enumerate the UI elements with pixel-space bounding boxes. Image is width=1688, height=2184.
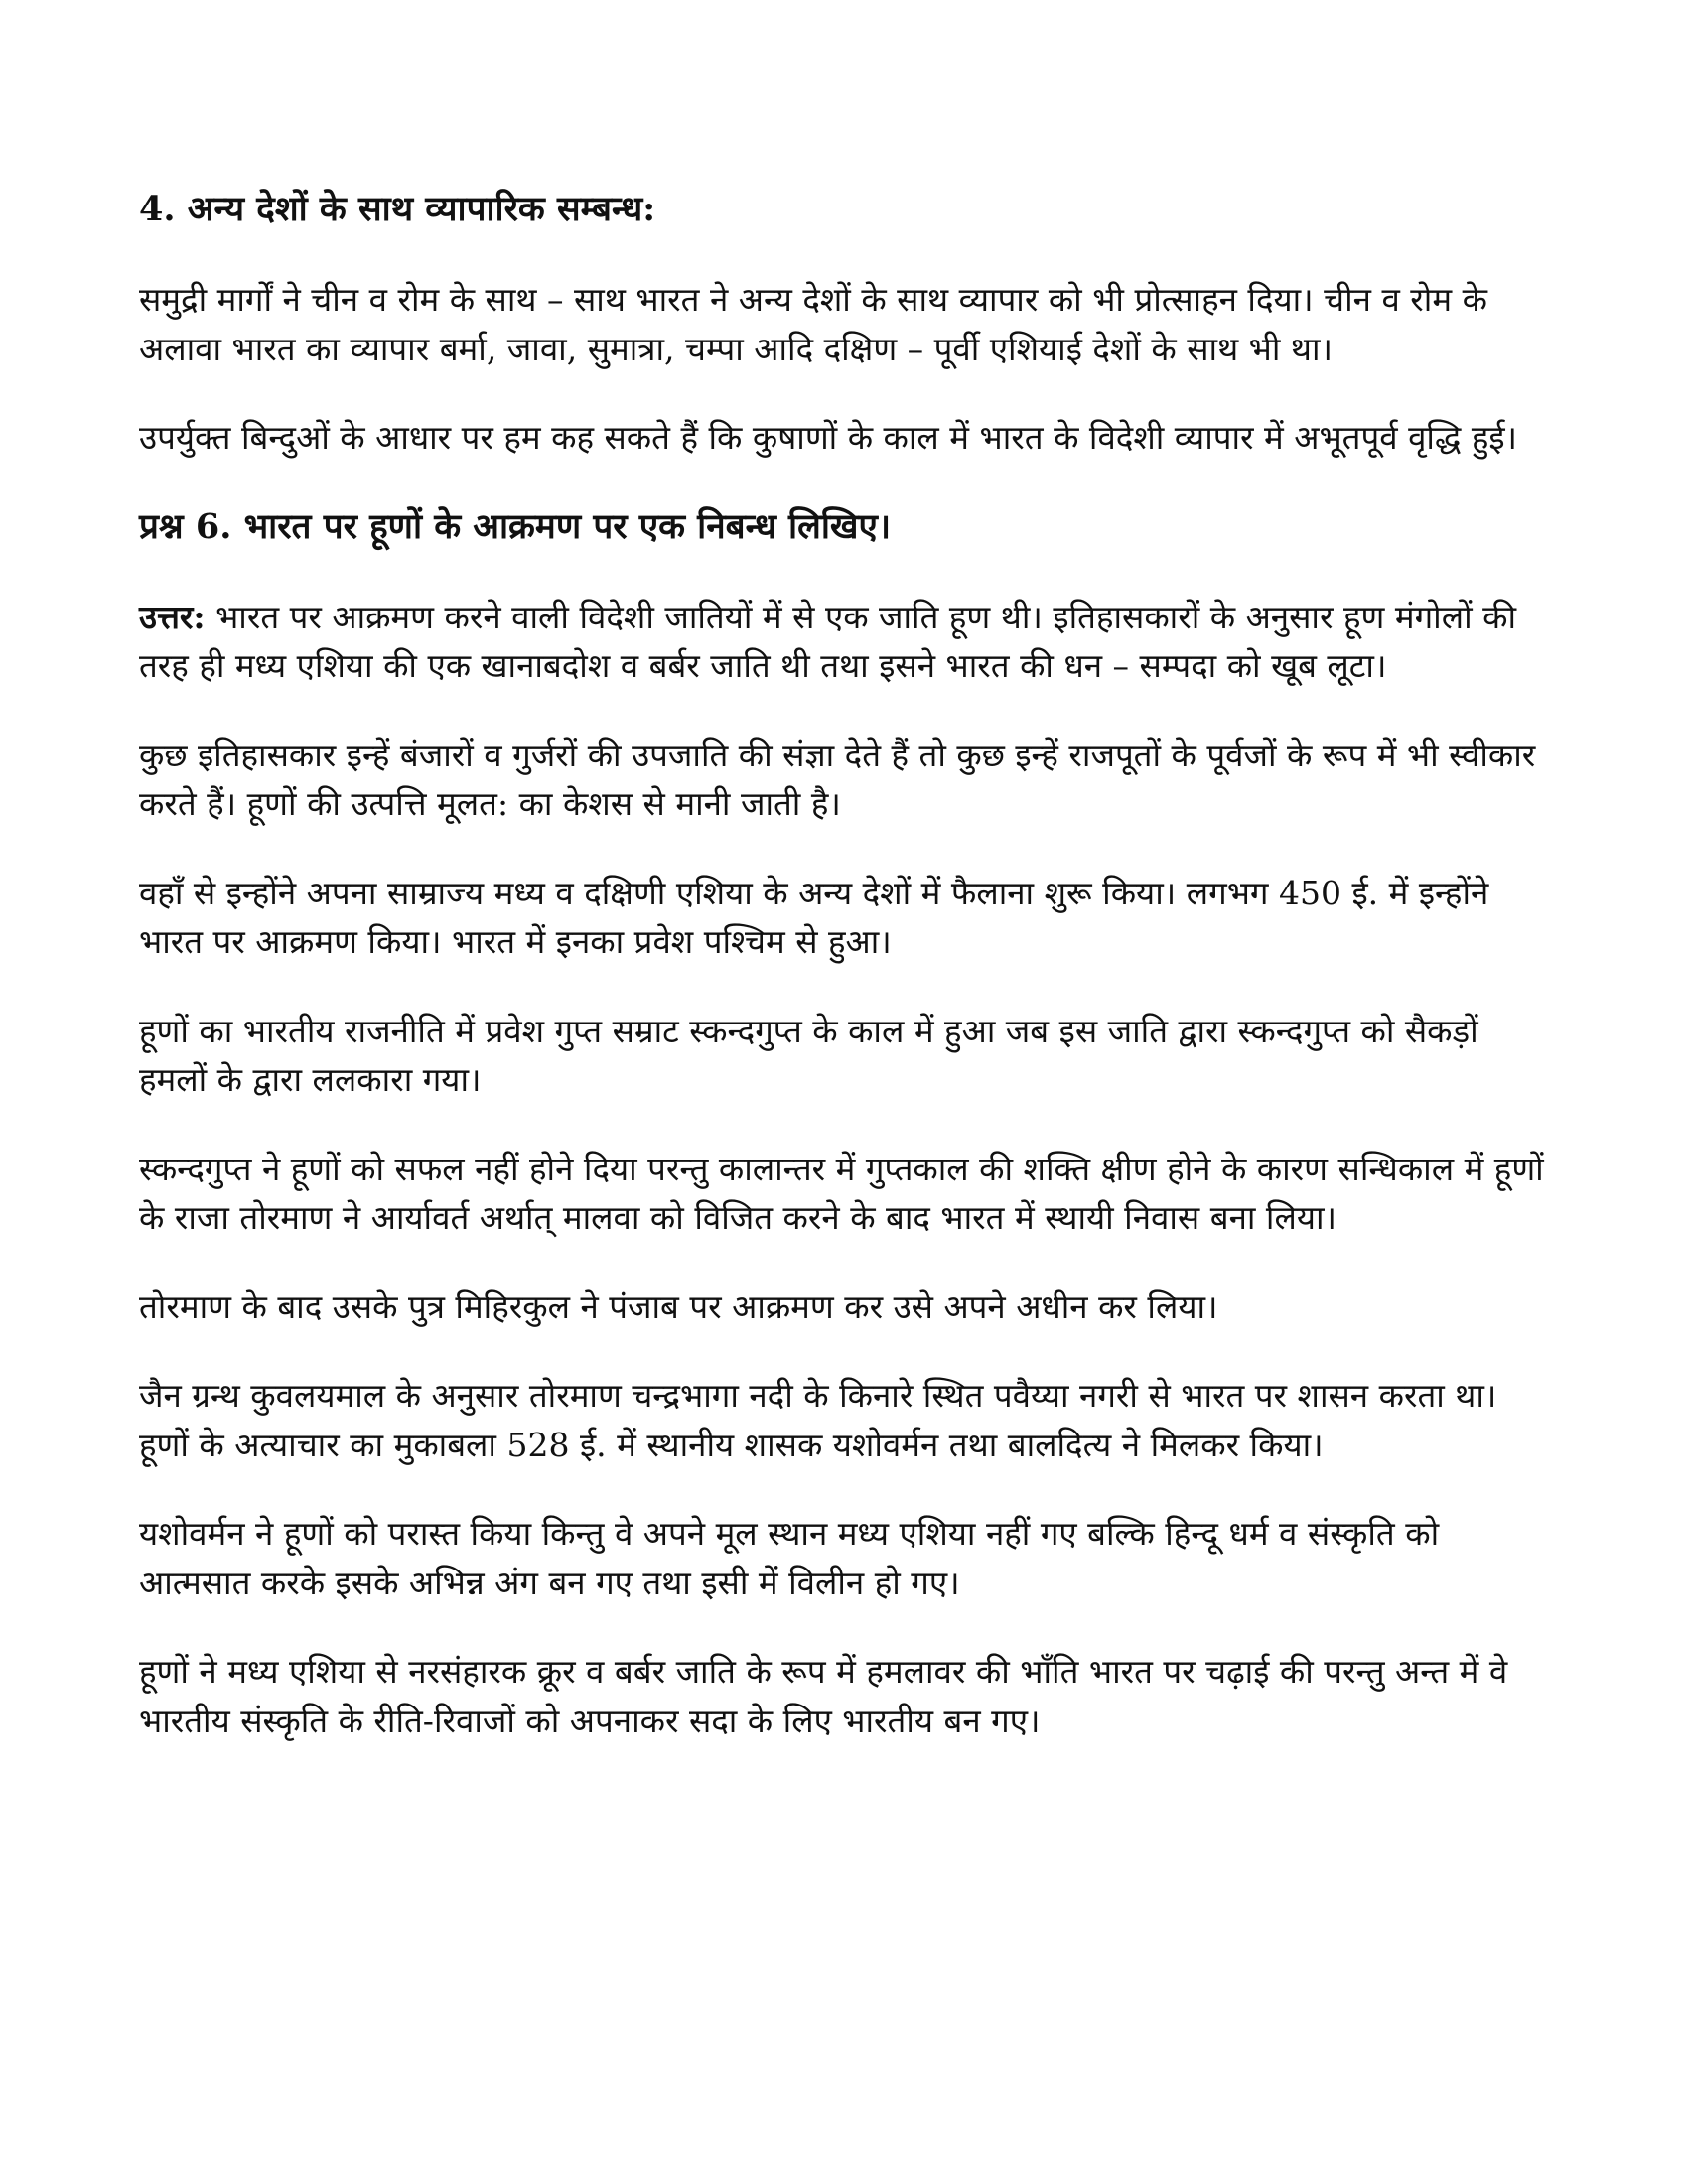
- paragraph-sea-routes: समुद्री मार्गों ने चीन व रोम के साथ – साथ भारत ने अन्य देशों के साथ व्यापार को भी प्रोत्साहन दिया। चीन व रोम के अलावा भारत का व्यापार बर्मा, जावा, सुमात्रा, चम्पा आदि दक्षिण – पूर्वी एशियाई देशों के साथ भी था।: [139, 280, 1487, 368]
- paragraph-huns-skandagupta-entry: हूणों का भारतीय राजनीति में प्रवेश गुप्त सम्राट स्कन्दगुप्त के काल में हुआ जब इस जाति द्वारा स्कन्दगुप्त को सैकड़ों हमलों के द्वारा ललकारा गया।: [139, 1011, 1478, 1099]
- answer-intro-text: भारत पर आक्रमण करने वाली विदेशी जातियों में से एक जाति हूण थी। इतिहासकारों के अनुसार हूण मंगोलों की तरह ही मध्य एशिया की एक खानाबदोश व बर्बर जाति थी तथा इसने भारत की धन – सम्पदा को खूब लूटा।: [139, 597, 1517, 685]
- paragraph-toramana-settlement: स्कन्दगुप्त ने हूणों को सफल नहीं होने दिया परन्तु कालान्तर में गुप्तकाल की शक्ति क्षीण होने के कारण सन्धिकाल में हूणों के राजा तोरमाण ने आर्यावर्त अर्थात् मालवा को विजित करने के बाद भारत में स्थायी निवास बना लिया।: [139, 1149, 1544, 1237]
- answer-label: उत्तर:: [139, 597, 206, 636]
- paragraph-mihirakula-punjab: तोरमाण के बाद उसके पुत्र मिहिरकुल ने पंजाब पर आक्रमण कर उसे अपने अधीन कर लिया।: [139, 1287, 1218, 1326]
- paragraph-huns-origin-theories: कुछ इतिहासकार इन्हें बंजारों व गुर्जरों की उपजाति की संज्ञा देते हैं तो कुछ इन्हें राजपूतों के पूर्वजों के रूप में भी स्वीकार करते हैं। हूणों की उत्पत्ति मूलत: का केशस से मानी जाती है।: [139, 735, 1536, 823]
- paragraph-trade-conclusion: उपर्युक्त बिन्दुओं के आधार पर हम कह सकते हैं कि कुषाणों के काल में भारत के विदेशी व्यापार में अभूतपूर्व वृद्धि हुई।: [139, 418, 1518, 457]
- paragraph-yashovarman-defeat: यशोवर्मन ने हूणों को परास्त किया किन्तु वे अपने मूल स्थान मध्य एशिया नहीं गए बल्कि हिन्दू धर्म व संस्कृति को आत्मसात करके इसके अभिन्न अंग बन गए तथा इसी में विलीन हो गए।: [139, 1514, 1440, 1602]
- paragraph-huns-expansion-450ad: वहाँ से इन्होंने अपना साम्राज्य मध्य व दक्षिणी एशिया के अन्य देशों में फैलाना शुरू किया। लगभग 450 ई. में इन्होंने भारत पर आक्रमण किया। भारत में इनका प्रवेश पश्चिम से हुआ।: [139, 873, 1489, 961]
- section-heading-trade-relations: 4. अन्य देशों के साथ व्यापारिक सम्बन्ध:: [139, 189, 656, 229]
- paragraph-jain-text-kuvalayamala: जैन ग्रन्थ कुवलयमाल के अनुसार तोरमाण चन्द्रभागा नदी के किनारे स्थित पवैय्या नगरी से भारत पर शासन करता था। हूणों के अत्याचार का मुकाबला 528 ई. में स्थानीय शासक यशोवर्मन तथा बालदित्य ने मिलकर किया।: [139, 1376, 1497, 1464]
- answer-intro-paragraph: [139, 593, 1554, 691]
- question-6-heading: प्रश्न 6. भारत पर हूणों के आक्रमण पर एक निबन्ध लिखिए।: [139, 505, 892, 547]
- paragraph-huns-assimilation: हूणों ने मध्य एशिया से नरसंहारक क्रूर व बर्बर जाति के रूप में हमलावर की भाँति भारत पर चढ़ाई की परन्तु अन्त में वे भारतीय संस्कृति के रीति-रिवाजों को अपनाकर सदा के लिए भारतीय बन गए।: [139, 1652, 1508, 1740]
